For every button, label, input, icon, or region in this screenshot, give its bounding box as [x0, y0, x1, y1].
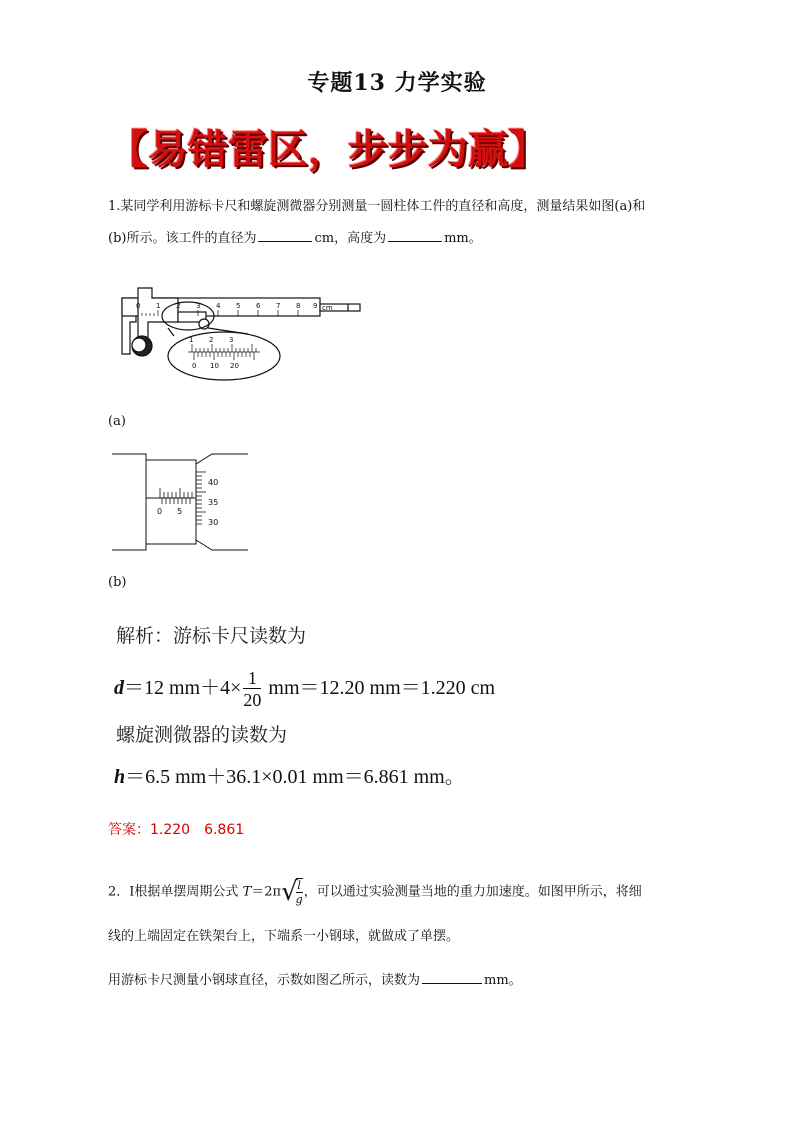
caliper-tick-label-0: 0 [136, 302, 141, 310]
formula-d-pre: ＝12 mm＋4× [124, 677, 242, 700]
q2-line1 [108, 872, 642, 912]
fraction-denominator: 20 [243, 690, 262, 710]
q2-post: ，可以通过实验测量当地的重力加速度。如图甲所示，将细 [303, 884, 642, 900]
solution-line1: 解析：游标卡尺读数为 [116, 625, 307, 647]
formula-h-rest: ＝6.5 mm＋36.1×0.01 mm＝6.861 mm。 [125, 766, 465, 788]
zoom-vernier-label-10: 10 [210, 362, 219, 370]
q1-line2-c: mm。 [444, 231, 482, 246]
caliper-unit-label: cm [322, 304, 333, 312]
q2-line3-a: 用游标卡尺测量小钢球直径，示数如图乙所示，读数为 [108, 973, 421, 988]
solution-line3: 螺旋测微器的读数为 [116, 724, 288, 746]
caption-b: (b) [108, 575, 127, 590]
q1-line2 [108, 229, 482, 249]
q1-line2-b: cm，高度为 [314, 231, 387, 246]
micrometer-thimble-ticks [196, 472, 206, 524]
caliper-tick-label-7: 7 [276, 302, 281, 310]
sqrt-denominator: g [295, 893, 303, 906]
caliper-tick-label-3: 3 [196, 302, 201, 310]
answer-blank-ball-diameter [422, 971, 482, 984]
caliper-tick-label-6: 6 [256, 302, 261, 310]
zoom-vernier-label-20: 20 [230, 362, 239, 370]
q1-line2-a: (b)所示。该工件的直径为 [108, 231, 257, 246]
formula-var-h: h [114, 766, 126, 788]
q2-pre: 2．Ⅰ根据单摆周期公式 [108, 884, 239, 900]
sqrt-numerator: l [297, 879, 301, 892]
zoom-main-label-1: 1 [189, 336, 194, 344]
formula-var-d: d [114, 677, 124, 700]
fraction-numerator: 1 [243, 668, 261, 689]
answer-line: 答案：1.220 6.861 [108, 822, 245, 838]
zoom-main-label-3: 3 [229, 336, 234, 344]
caliper-tick-label-9: 9 [313, 302, 318, 310]
formula-T: T [242, 884, 252, 900]
caliper-tick-label-5: 5 [236, 302, 241, 310]
q1-line1: 1.某同学利用游标卡尺和螺旋测微器分别测量一圆柱体工件的直径和高度，测量结果如图(a)和 [108, 199, 646, 214]
caliper-tick-label-1: 1 [156, 302, 161, 310]
caption-a: (a) [108, 414, 126, 429]
sleeve-label-5: 5 [177, 507, 183, 516]
q2-line3 [108, 971, 522, 991]
formula-eq: ＝2π [251, 884, 282, 900]
q2-line2: 线的上端固定在铁架台上，下端系一小钢球，就做成了单摆。 [108, 929, 460, 944]
thimble-label-40: 40 [208, 478, 219, 487]
caliper-tick-label-8: 8 [296, 302, 301, 310]
solution-formula-diameter [114, 668, 495, 711]
sqrt-fraction [296, 878, 303, 906]
sleeve-label-0: 0 [157, 507, 163, 516]
caliper-tick-label-2: 2 [176, 302, 181, 310]
zoom-main-label-2: 2 [209, 336, 214, 344]
formula-d-post: mm＝12.20 mm＝1.220 cm [263, 677, 496, 700]
section-banner: 【易错雷区，步步为赢】 [108, 126, 548, 173]
thimble-label-35: 35 [208, 498, 219, 507]
sqrt-symbol: √ [281, 877, 298, 907]
caliper-tick-label-4: 4 [216, 302, 221, 310]
thimble-label-30: 30 [208, 518, 219, 527]
answer-blank-diameter [258, 229, 312, 242]
q2-line3-b: mm。 [484, 973, 522, 988]
micrometer-figure [112, 450, 252, 554]
answer-blank-height [388, 229, 442, 242]
zoom-vernier-label-0: 0 [192, 362, 197, 370]
fraction-1-20 [243, 668, 261, 711]
vernier-caliper-figure [108, 272, 370, 384]
solution-formula-height [114, 760, 465, 789]
page-title: 专题13 力学实验 [307, 70, 487, 96]
